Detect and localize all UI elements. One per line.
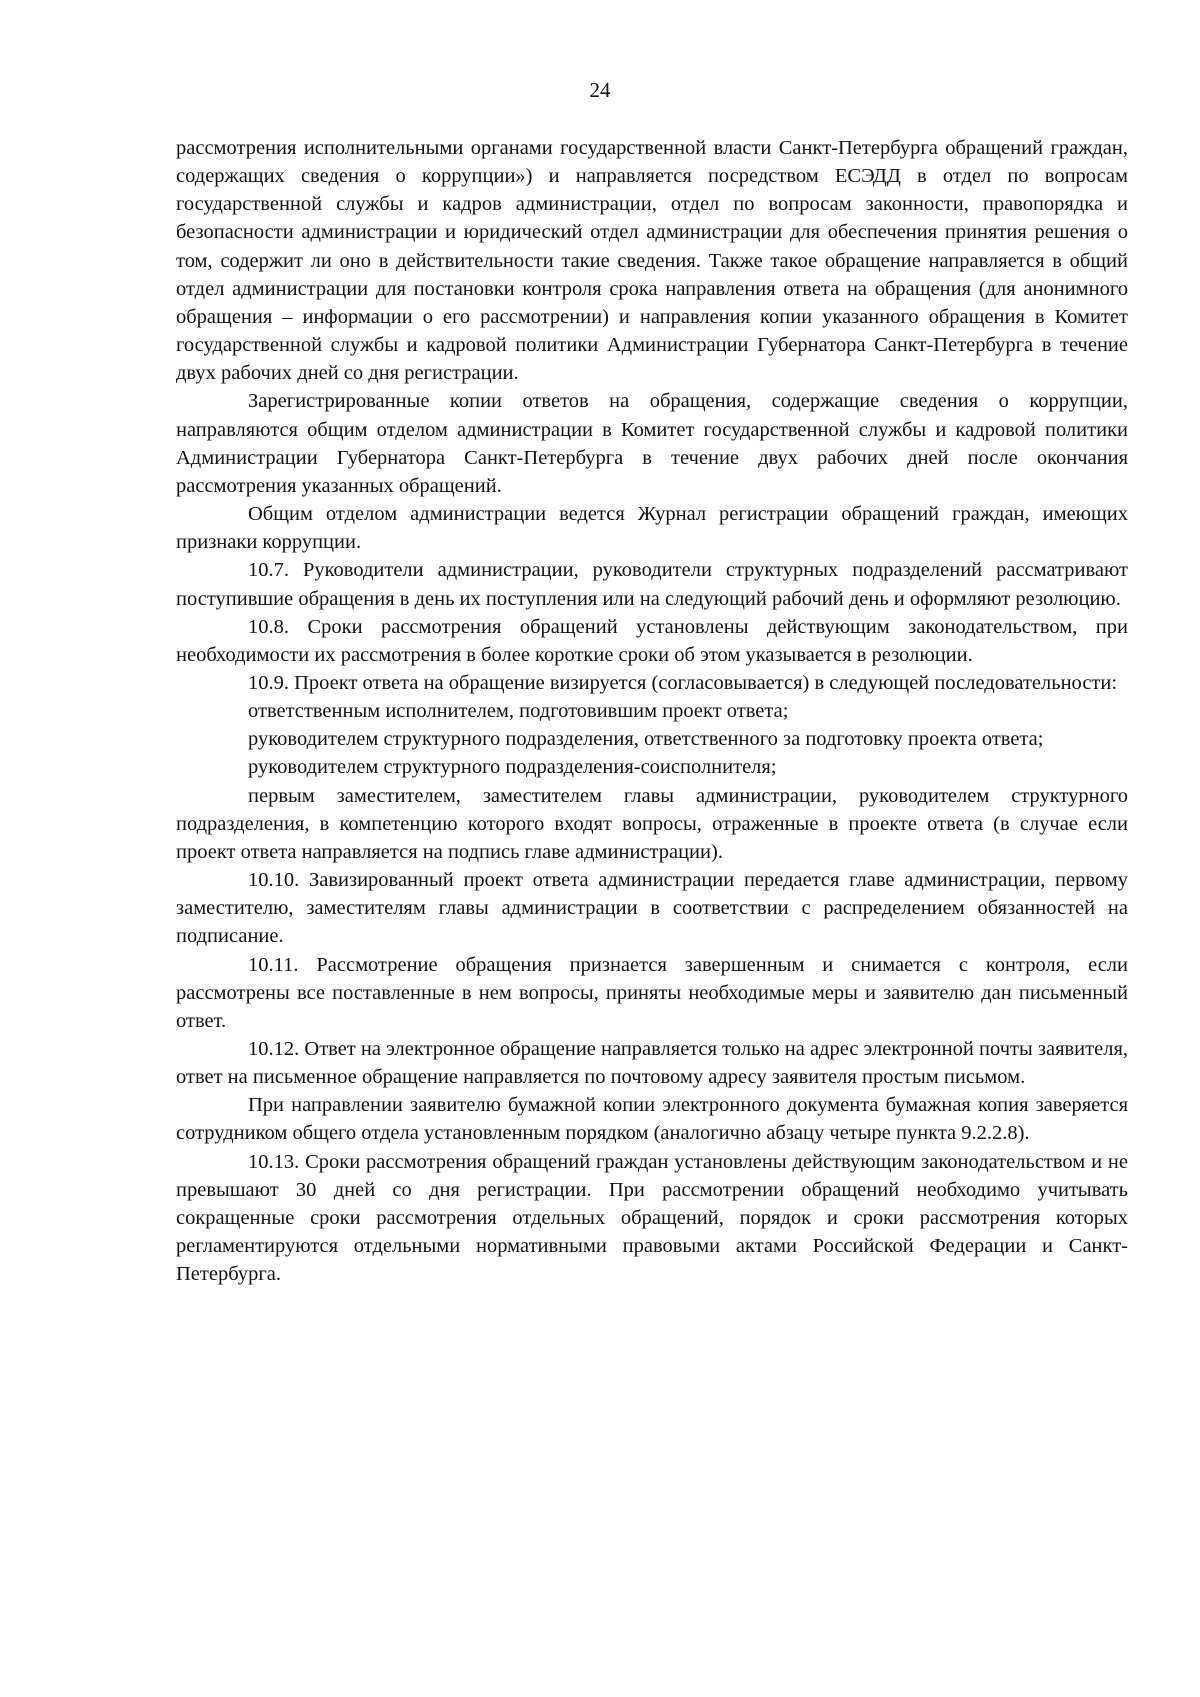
paragraph-journal: Общим отделом администрации ведется Журнал регистрации обращений граждан, имеющих признаки коррупции. xyxy=(176,503,1128,554)
paragraph-10-8: 10.8. Сроки рассмотрения обращений установлены действующим законодательством, при необходимости их рассмотрения в более короткие сроки об этом указывается в резолюции. xyxy=(176,615,1128,666)
paragraph-continuation: рассмотрения исполнительными органами государственной власти Санкт-Петербурга обращений граждан, содержащих сведения о коррупции») и направляется посредством ЕСЭДД в отдел по вопросам государственной службы и кадров администрации, отдел по вопросам законности, правопорядка и безопасности администрации и юридический отдел администрации для обеспечения принятия решения о том, содержит ли оно в действительности такие сведения. Также такое обращение направляется в общий отдел администрации для постановки контроля срока направления ответа на обращения (для анонимного обращения – информации о его рассмотрении) и направления копии указанного обращения в Комитет государственной службы и кадровой политики Администрации Губернатора Санкт-Петербурга в течение двух рабочих дней со дня регистрации. xyxy=(176,137,1128,385)
paragraph-10-10: 10.10. Завизированный проект ответа администрации передается главе администрации, первому заместителю, заместителям главы администрации в соответствии с распределением обязанностей на подписание. xyxy=(176,869,1128,948)
page-number: 24 xyxy=(589,78,611,102)
list-item-executor: ответственным исполнителем, подготовившим проект ответа; xyxy=(248,700,789,723)
list-item-unit-head: руководителем структурного подразделения, ответственного за подготовку проекта ответа; xyxy=(248,728,1044,751)
paragraph-10-13: 10.13. Сроки рассмотрения обращений граждан установлены действующим законодательством и не превышают 30 дней со дня регистрации. При рассмотрении обращений необходимо учитывать сокращенные сроки рассмотрения отдельных обращений, порядок и сроки рассмотрения которых регламентируются отдельными нормативными правовыми актами Российской Федерации и Санкт-Петербурга. xyxy=(176,1150,1128,1286)
paragraph-10-12: 10.12. Ответ на электронное обращение направляется только на адрес электронной почты заявителя, ответ на письменное обращение направляется по почтовому адресу заявителя простым письмом. xyxy=(176,1038,1128,1089)
list-item-co-executor: руководителем структурного подразделения-соисполнителя; xyxy=(248,756,777,779)
paragraph-10-9: 10.9. Проект ответа на обращение визируется (согласовывается) в следующей последовательности: xyxy=(248,671,1118,694)
paragraph-10-7: 10.7. Руководители администрации, руководители структурных подразделений рассматривают поступившие обращения в день их поступления или на следующий рабочий день и оформляют резолюцию. xyxy=(176,559,1128,610)
document-body xyxy=(176,134,1128,1288)
paragraph-10-11: 10.11. Рассмотрение обращения признается завершенным и снимается с контроля, если рассмотрены все поставленные в нем вопросы, приняты необходимые меры и заявителю дан письменный ответ. xyxy=(176,953,1128,1032)
list-item-first-deputy: первым заместителем, заместителем главы администрации, руководителем структурного подразделения, в компетенцию которого входят вопросы, отраженные в проекте ответа (в случае если проект ответа направляется на подпись главе администрации). xyxy=(176,784,1128,863)
paragraph-registered-copies: Зарегистрированные копии ответов на обращения, содержащие сведения о коррупции, направляются общим отделом администрации в Комитет государственной службы и кадровой политики Администрации Губернатора Санкт-Петербурга в течение двух рабочих дней после окончания рассмотрения указанных обращений. xyxy=(176,390,1128,497)
paragraph-paper-copy: При направлении заявителю бумажной копии электронного документа бумажная копия заверяется сотрудником общего отдела установленным порядком (аналогично абзацу четыре пункта 9.2.2.8). xyxy=(176,1094,1128,1145)
